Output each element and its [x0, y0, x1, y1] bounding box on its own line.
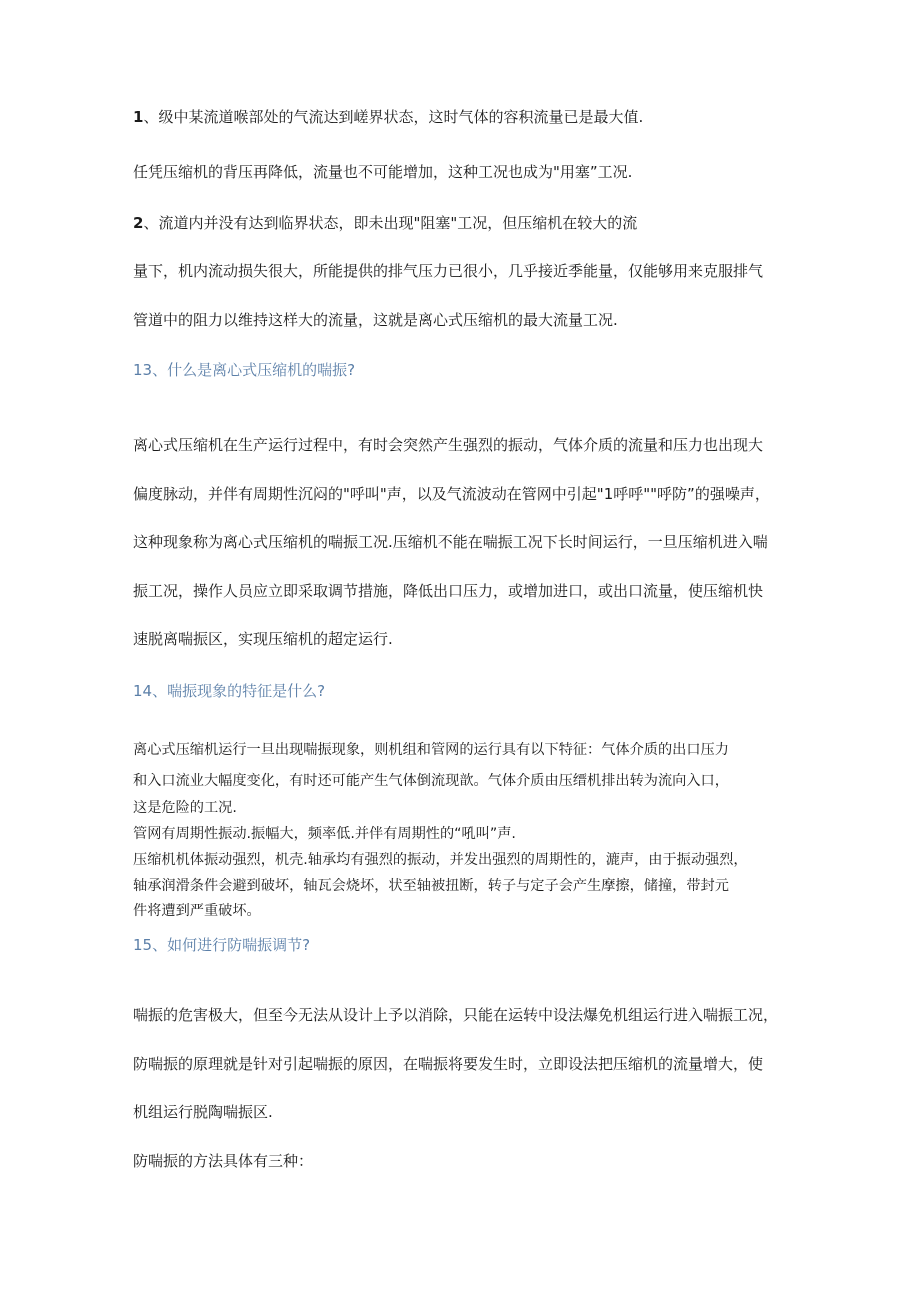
item-text: 、流道内并没有达到临界状态，即未出现"阻塞"工况，但压缩机在较大的流 [143, 214, 638, 232]
paragraph-line: 压缩机机体振动强烈，机壳.轴承均有强烈的振动，并发出强烈的周期性的，漉声，由于振动强烈， [133, 852, 748, 868]
item-number: 1 [133, 108, 144, 126]
item-number: 2 [133, 214, 144, 232]
paragraph-line: 和入口流业大幅度变化，有时还可能产生气体倒流现歆。气体介质由压缙机排出转为流向入口， [133, 773, 729, 789]
paragraph-line: 管网有周期性振动.振幅大，频率低.并伴有周期性的“吼叫”声. [133, 826, 516, 842]
paragraph-line: 任凭压缩机的背压再降低，流量也不可能增加，这种工况也成为"用塞”工况. [133, 163, 633, 181]
paragraph-line: 件将遭到严重破坏。 [133, 903, 261, 919]
paragraph-line: 这是危险的工况. [133, 800, 237, 816]
paragraph-line: 离心式压缩机在生产运行过程中，有时会突然产生强烈的振动，气体介质的流量和压力也出现大 [133, 436, 764, 454]
paragraph-line: 离心式压缩机运行一旦出现喘振现象，则机组和管网的运行具有以下特征：气体介质的出口压力 [133, 742, 729, 758]
paragraph-line: 速脱离喘振区，实现压缩机的超定运行. [133, 630, 393, 648]
list-item-1 [133, 107, 643, 127]
list-item-2 [133, 213, 637, 233]
paragraph-line: 防喘振的原理就是针对引起喘振的原因，在喘振将要发生时，立即设法把压缩机的流量增大，使 [133, 1055, 764, 1073]
paragraph-line: 量下，机内流动损失很大，所能提供的排气压力已很小，几乎接近季能量，仅能够用来克服排气 [133, 262, 764, 280]
paragraph-line: 防喘振的方法具体有三种： [133, 1152, 314, 1170]
paragraph-line: 偏度脉动，并伴有周期性沉闷的"呼叫"声，以及气流波动在管网中引起"1呼呼""呼防”的强噪声， [133, 485, 770, 503]
paragraph-line: 轴承润滑条件会避到破坏，轴瓦会烧坏，状至轴被扭断，转子与定子会产生摩擦，储撞，带封元 [133, 878, 729, 894]
section-heading-15: 15、如何进行防喘振调节? [133, 936, 311, 954]
paragraph-line: 振工况，操作人员应立即采取调节措施，降低出口压力，或增加进口，或出口流量，使压缩机快 [133, 582, 764, 600]
paragraph-line: 管道中的阻力以维持这样大的流量，这就是离心式压缩机的最大流量工况. [133, 311, 618, 329]
paragraph-line: 机组运行脱陶喘振区. [133, 1103, 273, 1121]
section-heading-14: 14、喘振现象的特征是什么? [133, 682, 326, 700]
paragraph-line: 喘振的危害极大，但至今无法从设计上予以消除，只能在运转中设法爆免机组运行进入喘振工况， [133, 1006, 779, 1024]
paragraph-line: 这种现象称为离心式压缩机的喘振工况.压缩机不能在喘振工况下长时间运行，一旦压缩机进入喘 [133, 533, 768, 551]
section-heading-13: 13、什么是离心式压缩机的喘振? [133, 361, 356, 379]
item-text: 、级中某流道喉部处的气流达到嵯界状态，这时气体的容积流量已是最大值. [143, 108, 644, 126]
